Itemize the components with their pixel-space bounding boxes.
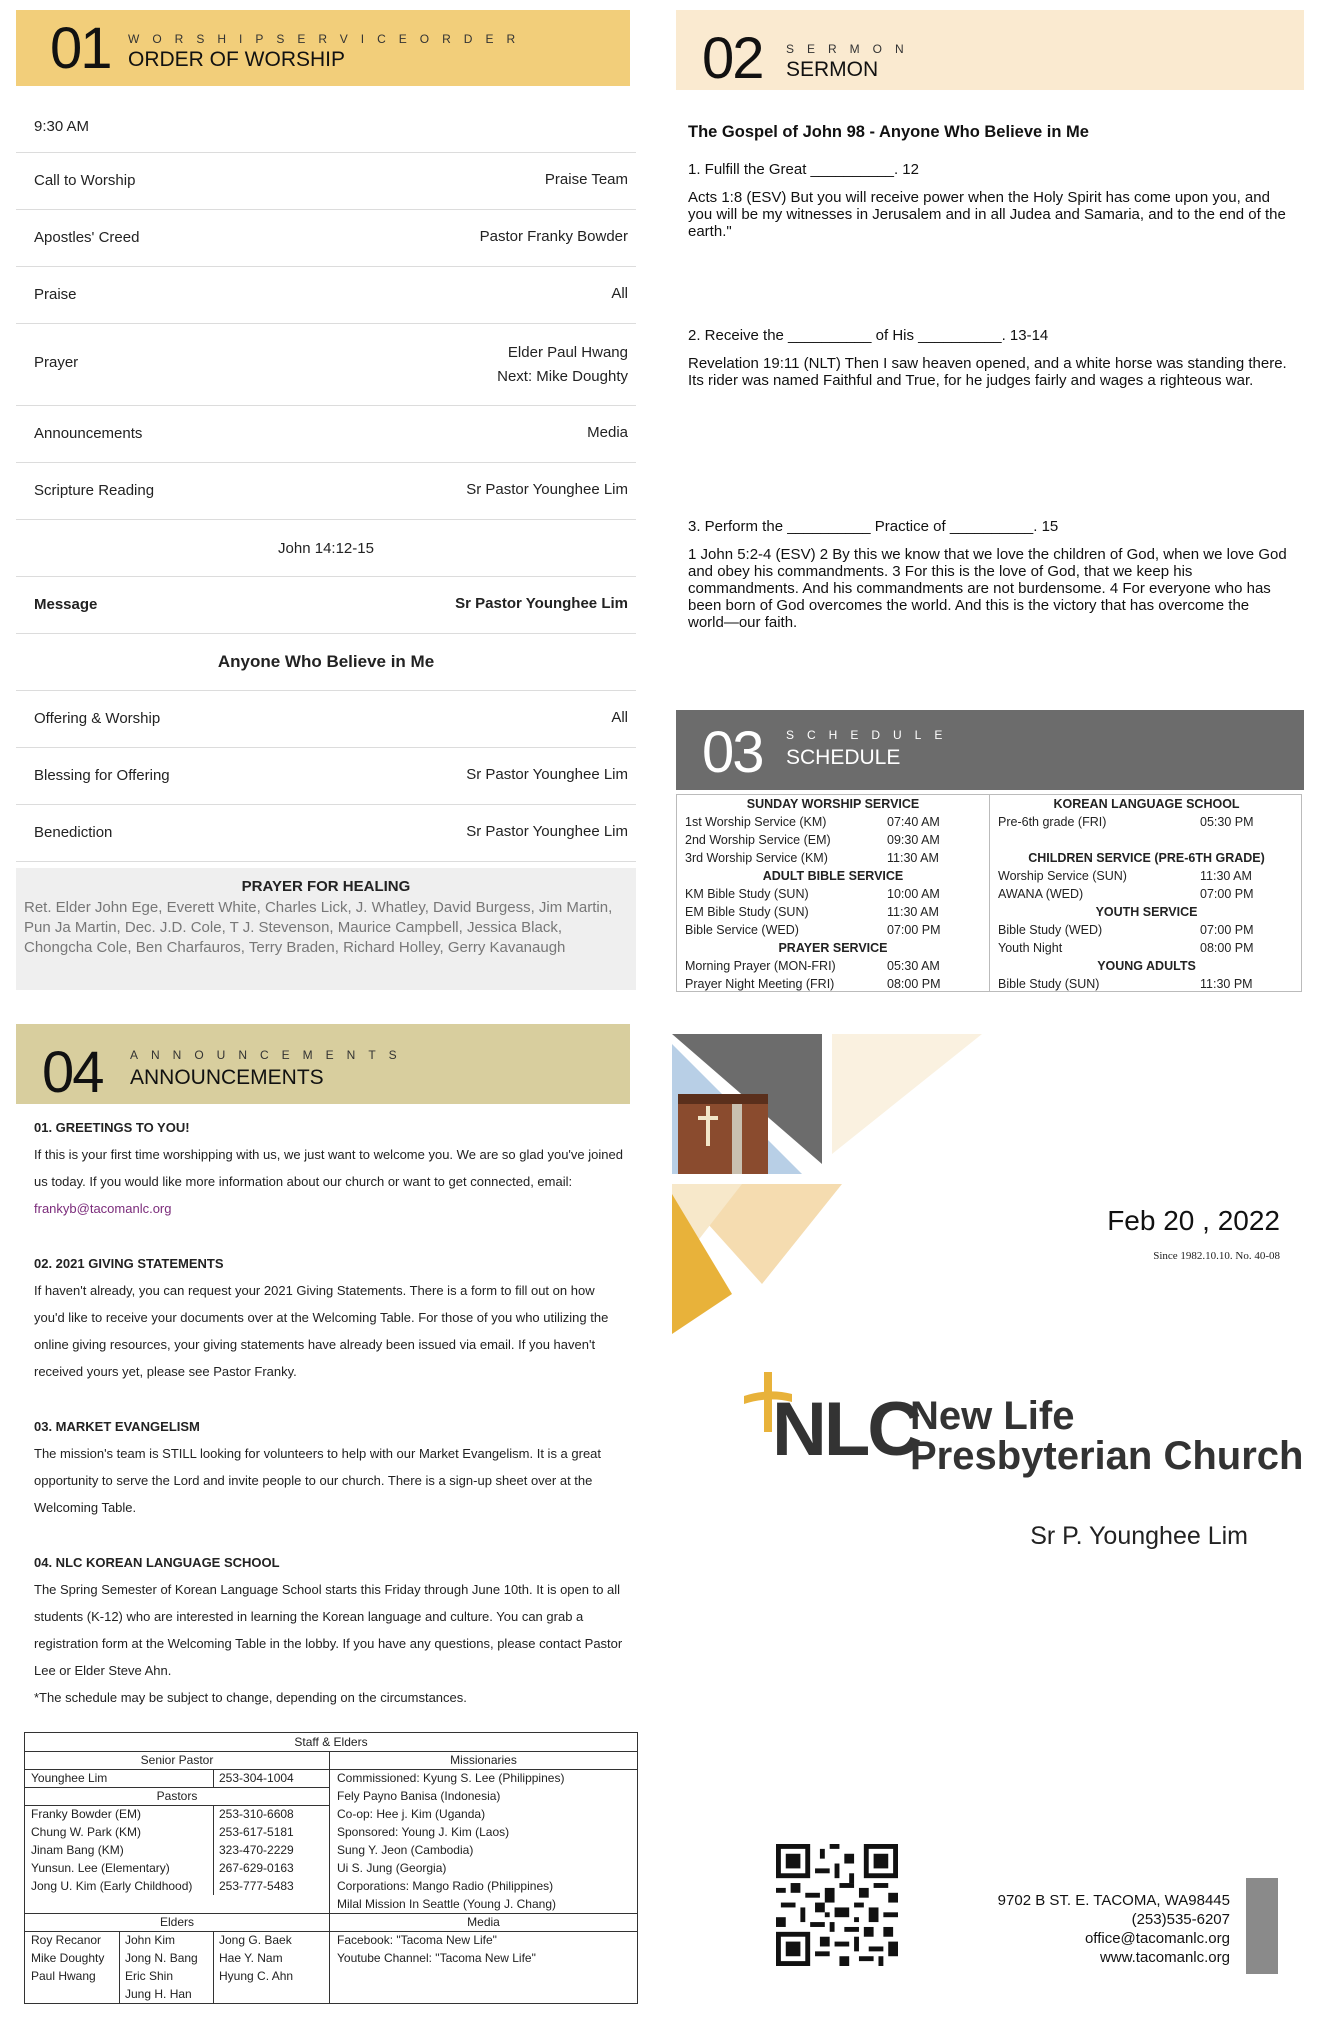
missionary: Commissioned: Kyung S. Lee (Philippines)	[337, 1771, 565, 1785]
schedule-service: 2nd Worship Service (EM)	[685, 833, 831, 847]
elder-name: Paul Hwang	[31, 1969, 96, 1983]
sermon-label: SERMON	[786, 58, 879, 81]
missionary: Milal Mission In Seattle (Young J. Chang)	[337, 1897, 556, 1911]
worship-item-leader-next: Next: Mike Doughty	[497, 368, 628, 385]
cover-pastor: Sr P. Younghee Lim	[1030, 1522, 1248, 1550]
missionaries-heading: Missionaries	[450, 1753, 517, 1767]
elder-name: Jong G. Baek	[219, 1933, 292, 1947]
schedule-heading: CHILDREN SERVICE (PRE-6TH GRADE)	[1028, 851, 1265, 865]
prayer-title: PRAYER FOR HEALING	[241, 878, 411, 895]
schedule-time: 09:30 AM	[887, 833, 940, 847]
schedule-service: Bible Study (SUN)	[998, 977, 1100, 991]
schedule-time: 11:30 PM	[1200, 977, 1253, 991]
verse-reference: Acts 1:8 (ESV)	[688, 189, 787, 206]
staff-phone: 253-304-1004	[219, 1771, 294, 1785]
schedule-service: Youth Night	[998, 941, 1063, 955]
schedule-number: 03	[702, 720, 763, 785]
sermon-spaced-label: SERMON	[786, 42, 917, 56]
announcement-item	[34, 1413, 624, 1521]
church-photo	[672, 1034, 822, 1174]
worship-item	[16, 406, 636, 463]
worship-item-name: Call to Worship	[34, 172, 136, 189]
verse-reference: Revelation 19:11 (NLT)	[688, 355, 841, 372]
announcement-title: 01. GREETINGS TO YOU!	[34, 1120, 190, 1135]
elder-name: Jong N. Bang	[125, 1951, 198, 1965]
schedule-left-col	[677, 795, 990, 991]
staff-name: Franky Bowder (EM)	[31, 1807, 142, 1821]
schedule-label: SCHEDULE	[786, 746, 901, 769]
schedule-time: 11:30 AM	[887, 851, 939, 865]
message-title-row	[16, 634, 636, 691]
schedule-service: Prayer Night Meeting (FRI)	[685, 977, 835, 991]
schedule-time: 10:00 AM	[887, 887, 940, 901]
worship-header	[16, 10, 630, 86]
schedule-heading: SUNDAY WORSHIP SERVICE	[746, 797, 920, 811]
schedule-right-col	[990, 795, 1303, 993]
worship-item	[16, 805, 636, 862]
missionary: Sung Y. Jeon (Cambodia)	[337, 1843, 474, 1857]
schedule-row	[677, 831, 989, 849]
worship-item	[16, 153, 636, 210]
scripture-reference: John 14:12-15	[278, 540, 374, 557]
bulletin-date: Feb 20 , 2022	[1107, 1205, 1280, 1236]
missionary: Corporations: Mango Radio (Philippines)	[337, 1879, 554, 1893]
staff-phone: 253-310-6608	[219, 1807, 294, 1821]
schedule-row	[990, 939, 1303, 957]
sermon-point-heading: 2. Receive the __________ of His __________. 13-14	[688, 327, 1049, 344]
elder-name: Jung H. Han	[125, 1987, 192, 2001]
schedule-spaced-label: SCHEDULE	[786, 728, 956, 742]
worship-number: 01	[50, 16, 111, 81]
sermon-point-heading: 3. Perform the __________ Practice of __________. 15	[688, 518, 1059, 535]
sermon-verse	[688, 546, 1288, 631]
church-name-line1: New Life	[910, 1394, 1075, 1438]
church-address: 9702 B ST. E. TACOMA, WA98445	[997, 1892, 1230, 1909]
schedule-row	[677, 975, 989, 993]
contact-accent-bar	[1246, 1878, 1278, 1974]
schedule-service: Morning Prayer (MON-FRI)	[685, 959, 836, 973]
prayer-box	[16, 868, 636, 990]
church-phone: (253)535-6207	[1131, 1911, 1230, 1928]
worship-item-name: Praise	[34, 286, 77, 303]
staff-name: Yunsun. Lee (Elementary)	[31, 1861, 170, 1875]
schedule-row	[990, 831, 1303, 849]
elder-name: Roy Recanor	[31, 1933, 102, 1947]
schedule-time: 07:00 PM	[1200, 887, 1254, 901]
announcements-header	[16, 1024, 630, 1104]
announcements-number: 04	[42, 1040, 103, 1105]
sermon-number: 02	[702, 26, 763, 91]
schedule-heading: ADULT BIBLE SERVICE	[762, 869, 904, 883]
announcement-text: If haven't already, you can request your 2021 Giving Statements. There is a form to fill out on how you'd like to receive your documents over at the Welcoming Table. For those of you who utilizing the online giving resources, your giving statements have already been issued via email. If you haven't received yours yet, please see Pastor Franky.	[34, 1283, 609, 1379]
worship-item	[16, 324, 636, 406]
schedule-table	[676, 794, 1302, 992]
worship-item	[16, 463, 636, 520]
schedule-service: 3rd Worship Service (KM)	[685, 851, 828, 865]
schedule-heading: YOUNG ADULTS	[1097, 959, 1196, 973]
worship-item-leader: Sr Pastor Younghee Lim	[466, 766, 628, 783]
schedule-time: 05:30 AM	[887, 959, 940, 973]
announcement-item	[34, 1114, 624, 1222]
announcement-text: The mission's team is STILL looking for volunteers to help with our Market Evangelism. It is a great opportunity to serve the Lord and invite people to our church. There is a sign-up sheet over at the Welcoming Table.	[34, 1446, 602, 1515]
staff-phone: 267-629-0163	[219, 1861, 294, 1875]
schedule-time: 07:40 AM	[887, 815, 940, 829]
media-item: Facebook: "Tacoma New Life"	[337, 1933, 497, 1947]
media-item: Youtube Channel: "Tacoma New Life"	[337, 1951, 536, 1965]
pastors-heading: Pastors	[156, 1789, 198, 1803]
schedule-row	[990, 921, 1303, 939]
sermon-verse	[688, 355, 1288, 389]
qr-code-icon[interactable]	[776, 1844, 898, 1966]
email-link[interactable]: frankyb@tacomanlc.org	[34, 1201, 172, 1216]
announcement-text: The Spring Semester of Korean Language School starts this Friday through June 10th. It is open to all students (K-12) who are interested in learning the Korean language and culture. You can grab a registration form at the Welcoming Table in the lobby. If you have any questions, please contact Pastor Lee or Elder Steve Ahn.	[34, 1582, 623, 1678]
worship-item	[16, 691, 636, 748]
geometric-triangles	[672, 1034, 992, 1334]
schedule-row	[677, 921, 989, 939]
elder-name: John Kim	[125, 1933, 176, 1947]
schedule-row	[677, 813, 989, 831]
missionary: Co-op: Hee j. Kim (Uganda)	[337, 1807, 486, 1821]
staff-title: Staff & Elders	[294, 1735, 368, 1749]
scripture-row	[16, 520, 636, 577]
senior-pastor-heading: Senior Pastor	[140, 1753, 214, 1767]
schedule-time: 07:00 PM	[1200, 923, 1254, 937]
worship-time: 9:30 AM	[34, 118, 90, 135]
worship-item	[16, 210, 636, 267]
worship-item	[16, 577, 636, 634]
worship-item-leader: Sr Pastor Younghee Lim	[455, 595, 628, 612]
worship-item-name: Blessing for Offering	[34, 767, 170, 784]
church-website[interactable]: www.tacomanlc.org	[1099, 1949, 1230, 1966]
schedule-row	[677, 903, 989, 921]
announcement-note: *The schedule may be subject to change, depending on the circumstances.	[34, 1690, 467, 1705]
staff-name: Jong U. Kim (Early Childhood)	[31, 1879, 193, 1893]
worship-item-name: Offering & Worship	[34, 710, 161, 727]
worship-item-name: Message	[34, 596, 98, 613]
worship-label: ORDER OF WORSHIP	[128, 48, 346, 71]
media-heading: Media	[467, 1915, 500, 1929]
announcements-label: ANNOUNCEMENTS	[130, 1066, 324, 1089]
verse-text: Then I saw heaven opened, and a white horse was standing there. Its rider was named Faithful and True, for he judges fairly and wages a righteous war.	[688, 355, 1287, 389]
schedule-row	[990, 885, 1303, 903]
schedule-service: AWANA (WED)	[998, 887, 1084, 901]
worship-item-name: Prayer	[34, 354, 79, 371]
announcement-item	[34, 1549, 624, 1711]
sermon-verse	[688, 189, 1288, 240]
schedule-service: EM Bible Study (SUN)	[685, 905, 809, 919]
schedule-time: 11:30 AM	[1200, 869, 1252, 883]
worship-item-leader: Media	[587, 424, 628, 441]
since-number: Since 1982.10.10. No. 40-08	[1153, 1250, 1280, 1262]
staff-phone: 253-617-5181	[219, 1825, 294, 1839]
cover-decoration	[672, 1034, 992, 1334]
announcement-title: 03. MARKET EVANGELISM	[34, 1419, 200, 1434]
worship-item-leader: Sr Pastor Younghee Lim	[466, 481, 628, 498]
schedule-service: 1st Worship Service (KM)	[685, 815, 827, 829]
prayer-names: Ret. Elder John Ege, Everett White, Charles Lick, J. Whatley, David Burgess, Jim Martin, Pun Ja Martin, Dec. J.D. Cole, T J. Stevenson, Maurice Campbell, Jessica Black, Chongcha Cole, Ben Charfauros, Terry Braden, Richard Holley, Gerry Kavanaugh	[24, 899, 613, 956]
missionary: Fely Payno Banisa (Indonesia)	[337, 1789, 501, 1803]
schedule-service: Bible Service (WED)	[685, 923, 799, 937]
schedule-row	[677, 849, 989, 867]
worship-item	[16, 267, 636, 324]
sermon-header	[676, 10, 1304, 90]
worship-spaced-label: WORSHIPSERVICEORDER	[128, 32, 529, 46]
elder-name: Hae Y. Nam	[219, 1951, 283, 1965]
schedule-service: KM Bible Study (SUN)	[685, 887, 809, 901]
worship-item-leader: Pastor Franky Bowder	[479, 228, 628, 245]
contact-block	[940, 1891, 1230, 1967]
worship-time-row	[16, 102, 636, 153]
schedule-time: 08:00 PM	[1200, 941, 1254, 955]
schedule-row	[990, 813, 1303, 831]
schedule-time: 08:00 PM	[887, 977, 941, 991]
worship-item-name: Apostles' Creed	[34, 229, 140, 246]
verse-reference: 1 John 5:2-4 (ESV)	[688, 546, 816, 563]
sermon-point-heading: 1. Fulfill the Great __________. 12	[688, 161, 919, 178]
worship-item-leader: All	[611, 285, 628, 302]
schedule-row	[677, 885, 989, 903]
message-title: Anyone Who Believe in Me	[217, 652, 435, 671]
schedule-time: 07:00 PM	[887, 923, 941, 937]
announcement-text: If this is your first time worshipping with us, we just want to welcome you. We are so glad you've joined us today. If you would like more information about our church or want to get connected, email:	[34, 1147, 623, 1189]
announcement-title: 04. NLC KOREAN LANGUAGE SCHOOL	[34, 1555, 280, 1570]
schedule-row	[990, 975, 1303, 993]
elder-name: Hyung C. Ahn	[219, 1969, 294, 1983]
schedule-time: 11:30 AM	[887, 905, 939, 919]
staff-phone: 323-470-2229	[219, 1843, 294, 1857]
schedule-service: Bible Study (WED)	[998, 923, 1103, 937]
staff-name: Jinam Bang (KM)	[31, 1843, 124, 1857]
verse-text: 2 By this we know that we love the children of God, when we love God and obey his commandments. 3 For this is the love of God, that we keep his commandments. And his commandments are not burdensome. 4 For everyone who has been born of God overcomes the world. And this is the victory that has overcome the world—our faith.	[688, 546, 1287, 631]
schedule-service: Worship Service (SUN)	[998, 869, 1127, 883]
staff-table	[24, 1732, 638, 2004]
announcement-item	[34, 1250, 624, 1385]
staff-name: Chung W. Park (KM)	[31, 1825, 142, 1839]
staff-phone: 253-777-5483	[219, 1879, 294, 1893]
schedule-row	[677, 957, 989, 975]
church-name-line2: Presbyterian Church	[910, 1434, 1304, 1478]
schedule-row	[990, 867, 1303, 885]
church-logo	[742, 1370, 1304, 1480]
sermon-title: The Gospel of John 98 - Anyone Who Believe in Me	[688, 123, 1089, 141]
elder-name: Mike Doughty	[31, 1951, 105, 1965]
staff-name: Younghee Lim	[31, 1771, 108, 1785]
worship-item-leader: Praise Team	[544, 171, 628, 188]
worship-item-leader: Sr Pastor Younghee Lim	[466, 823, 628, 840]
schedule-heading: PRAYER SERVICE	[778, 941, 888, 955]
worship-item-name: Announcements	[34, 425, 143, 442]
worship-item-leader: All	[611, 709, 628, 726]
worship-item-name: Benediction	[34, 824, 113, 841]
announcements-spaced-label: ANNOUNCEMENTS	[130, 1048, 410, 1062]
verse-text: But you will receive power when the Holy Spirit has come upon you, and you will be my witnesses in Jerusalem and in all Judea and Samaria, and to the end of the earth."	[688, 189, 1286, 240]
schedule-service: Pre-6th grade (FRI)	[998, 815, 1107, 829]
announcement-title: 02. 2021 GIVING STATEMENTS	[34, 1256, 224, 1271]
logo-letters: NLC	[772, 1387, 920, 1472]
schedule-header	[676, 710, 1304, 790]
worship-item-leader: Elder Paul Hwang	[507, 344, 628, 361]
elder-name: Eric Shin	[125, 1969, 174, 1983]
worship-item	[16, 748, 636, 805]
worship-item-name: Scripture Reading	[34, 482, 155, 499]
schedule-time: 05:30 PM	[1200, 815, 1254, 829]
church-email[interactable]: office@tacomanlc.org	[1084, 1930, 1230, 1947]
missionary: Sponsored: Young J. Kim (Laos)	[337, 1825, 510, 1839]
schedule-heading: YOUTH SERVICE	[1095, 905, 1198, 919]
schedule-heading: KOREAN LANGUAGE SCHOOL	[1053, 797, 1240, 811]
elders-heading: Elders	[159, 1915, 194, 1929]
missionary: Ui S. Jung (Georgia)	[337, 1861, 447, 1875]
